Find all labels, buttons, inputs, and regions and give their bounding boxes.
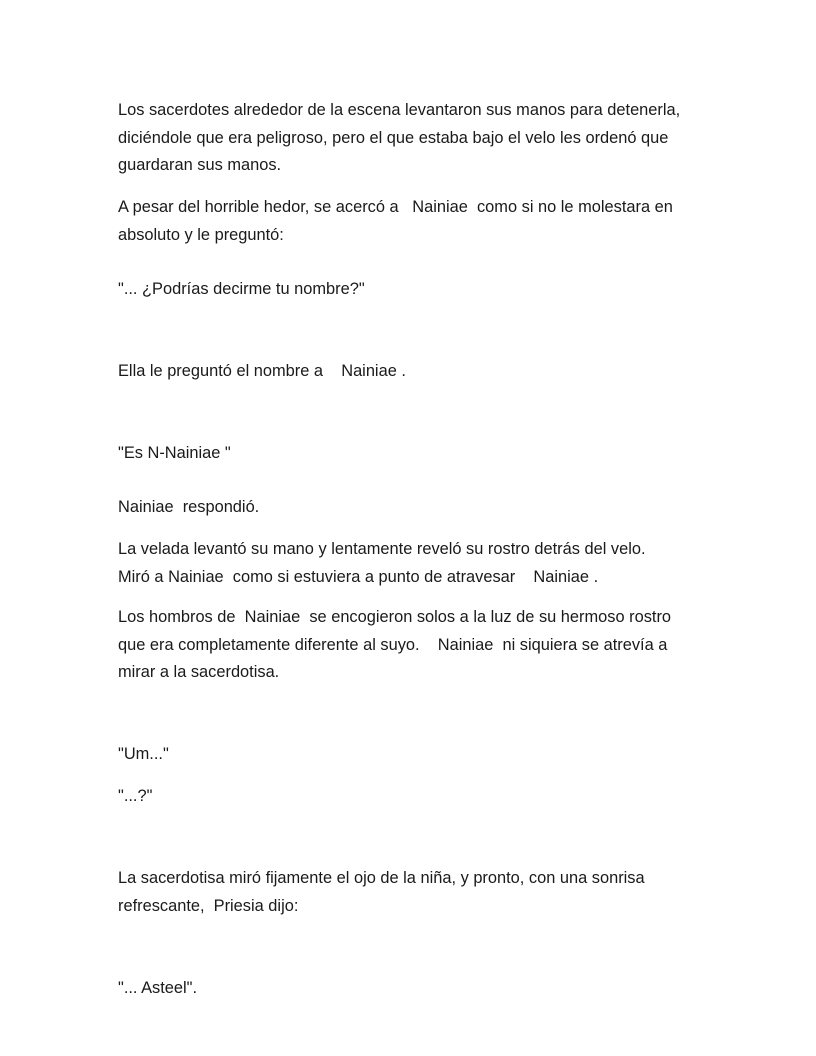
text-line: "Es N-Nainiae "	[118, 444, 231, 462]
text-line: La velada levantó su mano y lentamente reveló su rostro detrás del velo.	[118, 540, 646, 558]
paragraph-shoulders	[118, 604, 718, 687]
text-line: "...?"	[118, 787, 153, 805]
text-line: "... ¿Podrías decirme tu nombre?"	[118, 280, 365, 298]
text-line: Los sacerdotes alrededor de la escena levantaron sus manos para detenerla,	[118, 101, 681, 119]
text-line: Ella le preguntó el nombre a Nainiae .	[118, 362, 406, 380]
dialogue-um	[118, 741, 718, 769]
text-line: A pesar del horrible hedor, se acercó a Nainiae como si no le molestara en	[118, 198, 673, 216]
text-line: refrescante, Priesia dijo:	[118, 896, 299, 915]
text-line: "Um..."	[118, 745, 169, 763]
dialogue-name-question	[118, 276, 718, 304]
text-line: que era completamente diferente al suyo. Nainiae ni siquiera se atrevía a	[118, 635, 668, 654]
text-line: Los hombros de Nainiae se encogieron solos a la luz de su hermoso rostro	[118, 608, 672, 626]
text-line: Miró a Nainiae como si estuviera a punto de atravesar Nainiae .	[118, 567, 599, 586]
paragraph-priests	[118, 97, 718, 180]
dialogue-asteel	[118, 975, 718, 1003]
paragraph-asked-name	[118, 358, 718, 386]
paragraph-responded	[118, 494, 718, 522]
text-line: mirar a la sacerdotisa.	[118, 663, 280, 681]
text-line: Nainiae respondió.	[118, 498, 260, 516]
dialogue-question	[118, 783, 718, 811]
text-line: "... Asteel".	[118, 979, 198, 997]
text-line: absoluto y le preguntó:	[118, 225, 284, 244]
paragraph-priestess-smile	[118, 865, 718, 920]
text-line: La sacerdotisa miró fijamente el ojo de la niña, y pronto, con una sonrisa	[118, 869, 645, 887]
paragraph-veil	[118, 536, 718, 591]
text-line: diciéndole que era peligroso, pero el que estaba bajo el velo les ordenó que	[118, 128, 669, 147]
dialogue-name-answer	[118, 440, 718, 468]
paragraph-approach	[118, 194, 718, 249]
text-line: guardaran sus manos.	[118, 156, 282, 174]
